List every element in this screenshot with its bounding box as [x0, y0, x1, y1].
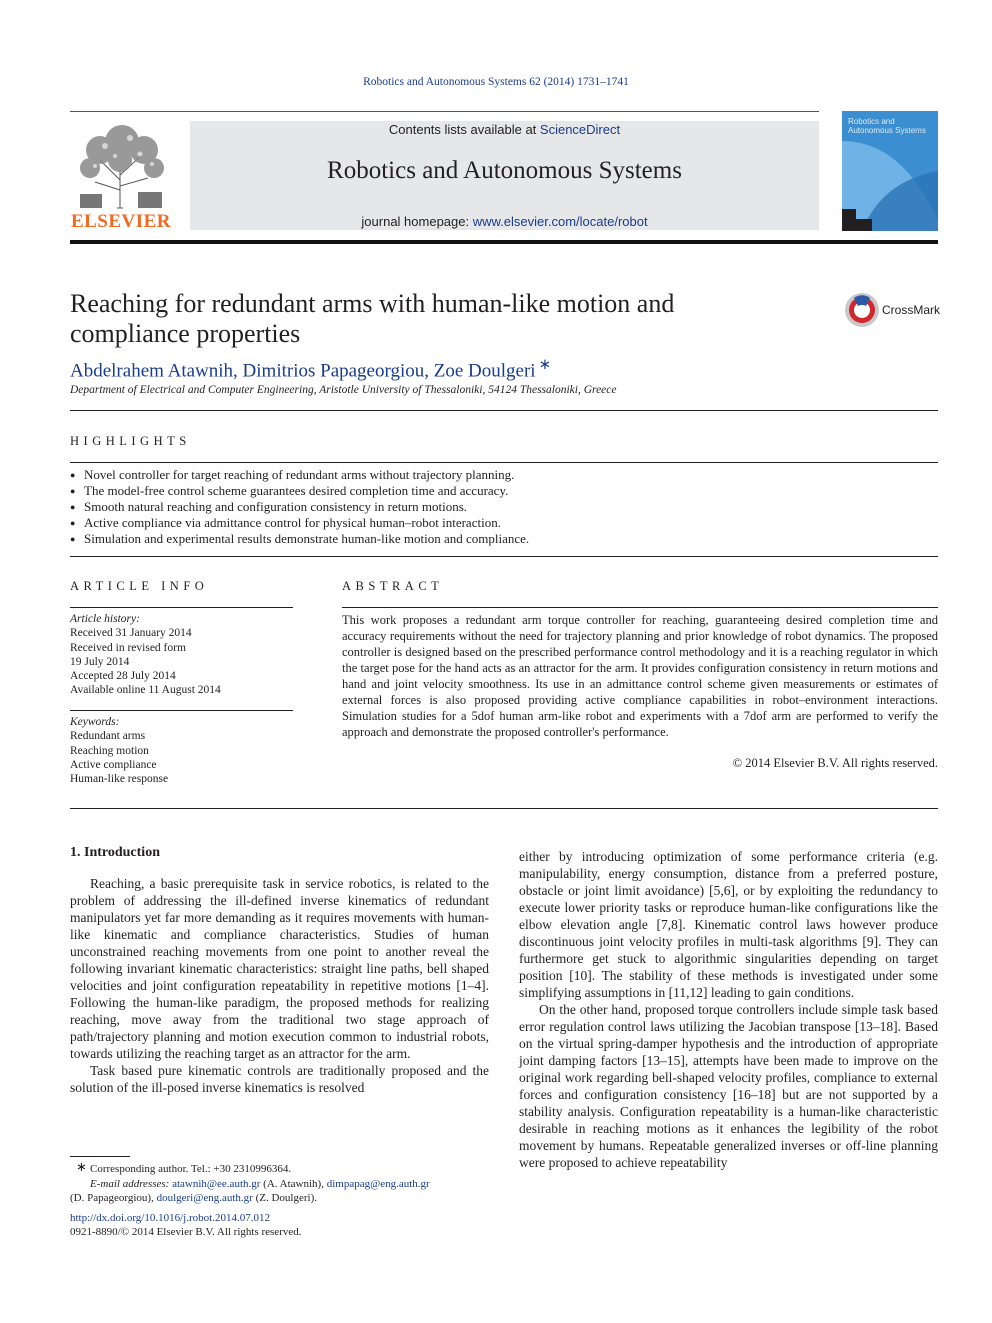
header-rule — [70, 111, 819, 112]
history-entry: Received in revised form — [70, 641, 186, 654]
author-footnote-mark[interactable]: ∗ — [538, 357, 552, 373]
contents-prefix: Contents lists available at — [388, 122, 540, 137]
header-thick-rule — [70, 240, 938, 244]
keyword-item: Active compliance — [70, 758, 157, 771]
email-owner: (Z. Doulgeri). — [255, 1192, 317, 1204]
history-entry: Accepted 28 July 2014 — [70, 670, 176, 683]
article-info-rule — [70, 607, 293, 608]
homepage-line — [190, 214, 819, 229]
keywords — [70, 715, 293, 786]
highlights-heading: HIGHLIGHTS — [70, 434, 191, 448]
highlight-item: ● Simulation and experimental results demonstrate human-like motion and compliance. — [70, 531, 938, 547]
footnotes — [70, 1159, 489, 1240]
email-link[interactable]: atawnih@ee.auth.gr — [172, 1177, 261, 1190]
homepage-prefix: journal homepage: — [361, 214, 473, 229]
history-entry: Available online 11 August 2014 — [70, 684, 221, 697]
crossmark-label: CrossMark — [882, 303, 941, 317]
corresponding-author-note: Corresponding author. Tel.: +30 2310996364. — [90, 1163, 292, 1175]
contents-line — [190, 122, 819, 137]
article-history — [70, 612, 293, 698]
journal-cover-thumbnail[interactable] — [842, 111, 938, 231]
email-owner: (D. Papageorgiou), — [70, 1192, 154, 1204]
intro-paragraph: either by introducing optimization of some performance criteria (e.g. manipulability, energy consumption, distance from a preferred posture, obstacle or joint limit avoidance) [5,6], or by exploiting the redundancy to execute lower priority tasks or reproduce human-like configurations like the elbow elevation angle [7,8]. Kinematic control laws however produce discontinuous joint velocity profiles in multi-task algorithms [9]. They can furthermore get stuck to algorithmic singularities depending on target position [10]. The stability of these methods is investigated under some simplifying assumptions in [11,12] leading to gain conditions. — [519, 849, 938, 1000]
history-entry: Received 31 January 2014 — [70, 627, 192, 640]
elsevier-logo-text: ELSEVIER — [70, 211, 172, 232]
email-label: E-mail addresses: — [90, 1177, 170, 1190]
highlight-item: ● Smooth natural reaching and configuration consistency in return motions. — [70, 499, 938, 515]
cover-title-2: Autonomous Systems — [848, 126, 926, 135]
article-info-heading: ARTICLE INFO — [70, 579, 209, 593]
email-link[interactable]: doulgeri@eng.auth.gr — [156, 1192, 253, 1204]
highlight-item: ● The model-free control scheme guarantees desired completion time and accuracy. — [70, 483, 938, 499]
abstract-heading: ABSTRACT — [342, 579, 444, 593]
abstract-rule — [342, 607, 938, 608]
crossmark-badge[interactable] — [844, 292, 944, 332]
article-history-label: Article history: — [70, 613, 140, 625]
footnote-star: ∗ — [76, 1159, 87, 1174]
keywords-label: Keywords: — [70, 716, 120, 728]
cover-title-1: Robotics and — [848, 117, 895, 126]
homepage-link[interactable]: www.elsevier.com/locate/robot — [472, 214, 648, 229]
highlights-list — [70, 467, 938, 547]
author-list — [70, 355, 551, 382]
sciencedirect-link[interactable]: ScienceDirect — [539, 122, 621, 137]
journal-citation[interactable]: Robotics and Autonomous Systems 62 (2014) 1731–1741 — [363, 76, 629, 88]
footnote-rule — [70, 1156, 130, 1157]
section-heading-introduction: 1. Introduction — [70, 845, 160, 860]
issn-line: 0921-8890/© 2014 Elsevier B.V. All rights reserved. — [70, 1226, 302, 1238]
intro-right-column — [519, 848, 938, 1171]
journal-name: Robotics and Autonomous Systems — [327, 157, 682, 184]
highlight-item: ● Novel controller for target reaching of redundant arms without trajectory planning. — [70, 467, 938, 483]
rule-above-body — [70, 808, 938, 809]
highlights-rule — [70, 462, 938, 463]
keyword-item: Reaching motion — [70, 744, 149, 757]
intro-paragraph: On the other hand, proposed torque controllers include simple task based error regulation control laws utilizing the Jacobian transpose [13–18]. Based on the virtual spring-damper hypothesis and the introduction of appropriate joint damping factors [13–15], attempts have been made to improve on the original work regarding bell-shaped velocity profiles, compliance to external forces and configuration consistency [16–18] but are not supported by a stability analysis. Configuration repeatability is a human-like characteristic desirable in reaching motions as it enhances the legibility of the robot movement by humans. Repeatable generalized inverses or off-line planning were proposed to achieve repeatability — [519, 1002, 938, 1170]
article-title — [70, 289, 770, 349]
title-line-1: Reaching for redundant arms with human-like motion and — [70, 289, 675, 318]
keyword-item: Human-like response — [70, 773, 169, 786]
affiliation: Department of Electrical and Computer Engineering, Aristotle University of Thessaloniki, 54124 Thessaloniki, Greece — [70, 384, 617, 396]
email-link[interactable]: dimpapag@eng.auth.gr — [326, 1177, 430, 1190]
title-line-2: compliance properties — [70, 319, 301, 348]
intro-paragraph: Reaching, a basic prerequisite task in service robotics, is related to the problem of addressing the ill-defined inverse kinematics of redundant manipulators yet far more demanding as it requires movements with human-like kinematic and compliance characteristics. Studies of human unconstrained reaching movements from one point to another reveal the following invariant kinematic characteristics: straight line paths, bell shaped velocities and joint configuration repeatability in repetitive motions [1–4]. Following the human-like paradigm, the proposed methods for realizing reaching, move away from the traditional two stage approach of path/trajectory planning and motion execution common to industrial robots, towards utilizing the reaching target as an attractor for the arm. — [70, 876, 489, 1061]
intro-paragraph: Task based pure kinematic controls are traditionally proposed and the solution of the ill-posed inverse kinematics is resolved — [70, 1063, 489, 1095]
authors-text[interactable]: Abdelrahem Atawnih, Dimitrios Papageorgiou, Zoe Doulgeri — [70, 360, 536, 382]
keywords-rule — [70, 710, 293, 711]
abstract-copyright: © 2014 Elsevier B.V. All rights reserved. — [732, 756, 938, 770]
intro-left-column — [70, 875, 489, 1096]
highlight-item: ● Active compliance via admittance control for physical human–robot interaction. — [70, 515, 938, 531]
abstract-text: This work proposes a redundant arm torque controller for reaching, guaranteeing desired completion time and accuracy requirements without the need for trajectory planning and prior knowledge of robot dynamics. The proposed controller is designed based on the prescribed performance control methodology and it is a reaching regulator in which the target pose for the hand acts as an attractor for the arm. It provides configuration consistency in return motions and hand and joint velocity smoothness. Its use in an admittance control scheme given measurements or estimates of external forces is also proposed providing active compliance capabilities in robot–environment interactions. Simulation studies for a 5dof human arm-like robot and experiments with a 7dof arm are performed to verify the approach and demonstrate the proposed controller's performance. — [342, 613, 938, 739]
history-entry: 19 July 2014 — [70, 655, 130, 668]
keyword-item: Redundant arms — [70, 730, 146, 743]
rule-above-highlights — [70, 410, 938, 411]
doi-link[interactable]: http://dx.doi.org/10.1016/j.robot.2014.07.012 — [70, 1211, 270, 1224]
crossmark-icon — [844, 292, 880, 328]
rule-below-highlights — [70, 556, 938, 557]
email-owner: (A. Atawnih), — [263, 1177, 324, 1190]
